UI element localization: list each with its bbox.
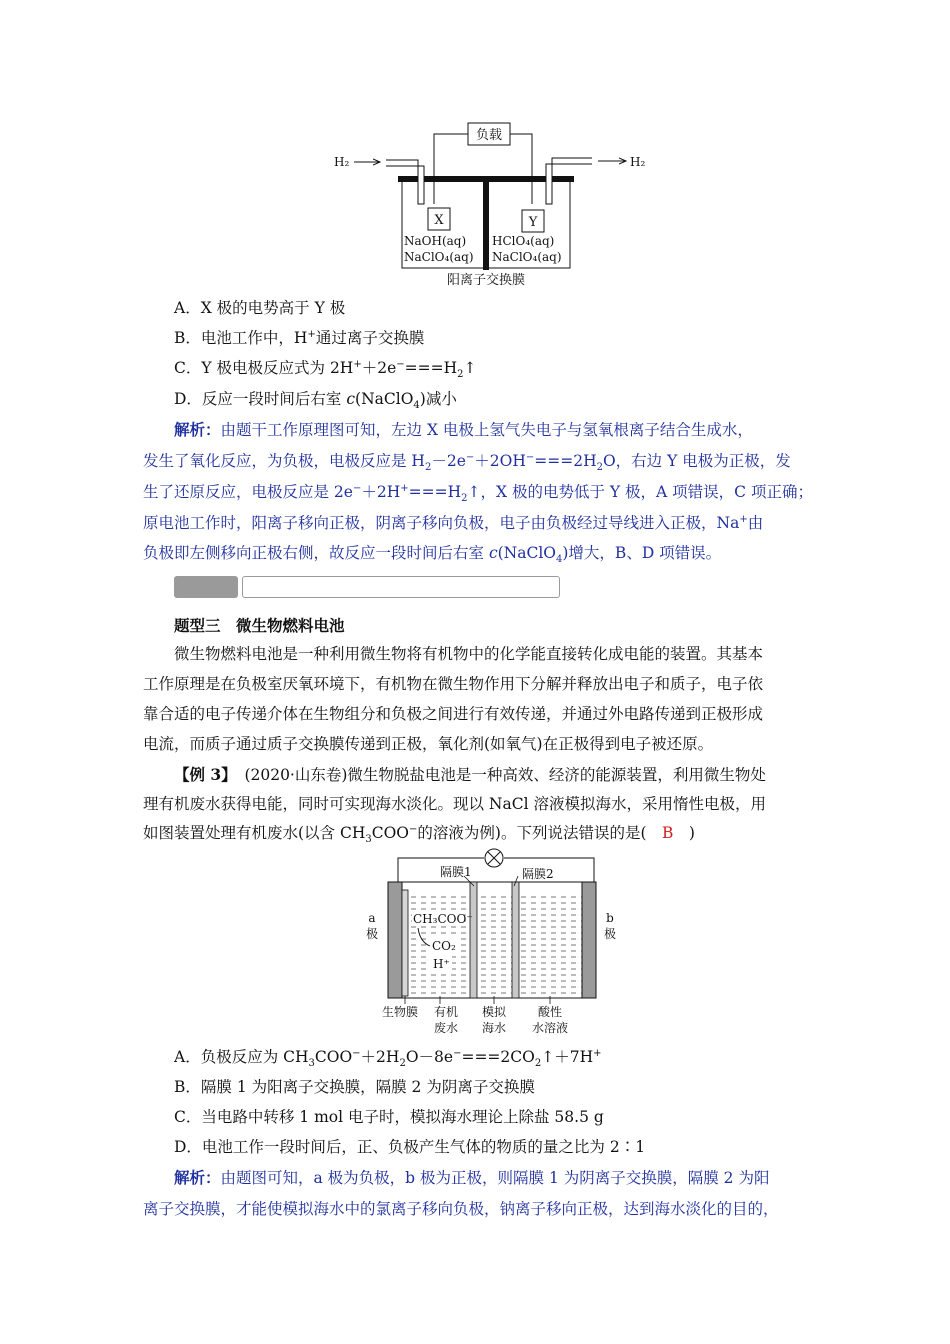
example-3-line-1	[174, 764, 766, 786]
b-pole-label-1: b	[606, 911, 614, 925]
text: C．Y 极电极反应式为 2H	[174, 359, 354, 377]
text: ↑，X 极的电势低于 Y 极，A 项错误，C 项正确；	[467, 483, 813, 501]
section-para-line-2: 工作原理是在负极室厌氧环境下，有机物在微生物作用下分解并释放出电子和质子，电子依	[143, 675, 764, 693]
section-para-line-3: 靠合适的电子传递介体在生物组分和负极之间进行有效传递，并通过外电路传递到正极形成	[143, 705, 764, 723]
example-3-line-3	[143, 822, 695, 844]
explanation-3-line-1	[174, 1167, 769, 1189]
answer-mark: B	[662, 824, 674, 842]
acid-label-2: 水溶液	[531, 1021, 569, 1035]
membrane	[483, 176, 489, 270]
load-label: 负载	[475, 128, 503, 143]
sup: −	[352, 482, 362, 494]
text: (NaClO	[497, 544, 556, 562]
text: COO	[314, 1048, 353, 1066]
right-solution-1: HClO₄(aq)	[492, 234, 555, 248]
left-solution-1: NaOH(aq)	[404, 234, 467, 248]
wire-left	[434, 134, 468, 204]
text: 通过离子交换膜	[315, 329, 425, 347]
text: ===H	[404, 359, 458, 377]
wire-right	[510, 134, 532, 204]
sub: 3	[308, 1058, 315, 1070]
sup: −	[352, 1047, 361, 1059]
text: ===H	[408, 483, 462, 501]
text: O，右边 Y 电极为正极，发	[602, 452, 791, 470]
h2-right-label: H₂	[630, 155, 646, 169]
a-pole-label-1: a	[368, 911, 376, 925]
explanation-label: 解析：	[174, 420, 221, 439]
text: ===2CO	[461, 1048, 535, 1066]
sup: −	[465, 451, 475, 463]
waste-label-2: 废水	[433, 1021, 459, 1035]
text: D．反应一段时间后右室	[174, 390, 347, 408]
explanation-1-line-1	[174, 419, 753, 441]
biofilm	[402, 890, 408, 996]
sub: 2	[534, 1058, 542, 1070]
sup: −	[409, 823, 418, 835]
q1-option-d	[174, 388, 457, 410]
q3-option-a	[174, 1046, 601, 1068]
section-para-line-4: 电流，而质子通过质子交换膜传递到正极，氧化剂(如氧气)在正极得到电子被还原。	[143, 735, 714, 753]
explanation-1-line-4	[143, 512, 763, 534]
desalination-cell-diagram	[360, 846, 630, 1038]
sub: 2	[424, 462, 432, 474]
text: )减小	[419, 390, 457, 408]
text: ===2H	[534, 452, 597, 470]
sub: 4	[556, 554, 563, 566]
sup: +	[593, 1047, 602, 1059]
electrode-a	[388, 882, 402, 998]
q3-option-d: D．电池工作一段时间后，正、负极产生气体的物质的量之比为 2∶1	[174, 1138, 646, 1156]
sub: 2	[457, 369, 464, 381]
sub: 3	[365, 834, 372, 846]
text: 由题干工作原理图可知，左边 X 电极上氢气失电子与氢氧根离子结合生成水，	[220, 421, 753, 439]
example-tag: 【例 3】	[174, 765, 229, 784]
italic: c	[346, 390, 356, 408]
q1-option-b	[174, 327, 424, 349]
membrane-caption: 阳离子交换膜	[446, 273, 526, 288]
fuel-cell-diagram	[330, 120, 660, 292]
explanation-3-line-2: 离子交换膜，才能使模拟海水中的氯离子移向负极，钠离子移向正极，达到海水淡化的目的，	[143, 1200, 779, 1218]
text: )增大，B、D 项错误。	[562, 544, 722, 562]
italic: c	[488, 544, 498, 562]
text: 原电池工作时，阳离子移向正极，阴离子移向负极，电子由负极经过导线进入正极，Na	[143, 514, 740, 532]
text: A．负极反应为 CH	[174, 1048, 309, 1066]
explanation-1-line-5	[143, 542, 721, 564]
text: COO	[371, 824, 410, 842]
text: (NaClO	[355, 390, 414, 408]
text: B．电池工作中，H	[174, 329, 308, 347]
q1-option-a-text: A．X 极的电势高于 Y 极	[174, 299, 346, 317]
sup: +	[400, 482, 409, 494]
text: 由题图可知，a 极为负极，b 极为正极，则隔膜 1 为阴离子交换膜，隔膜 2 为阳	[220, 1169, 770, 1187]
text: 负极即左侧移向正极右侧，故反应一段时间后右室	[143, 544, 489, 562]
sup: +	[739, 513, 748, 525]
text: ↑＋7H	[541, 1048, 594, 1066]
text: 的溶液为例)。下列说法错误的是(	[417, 824, 663, 842]
q1-option-a	[174, 297, 345, 319]
text: －2e	[431, 452, 466, 470]
membrane-2	[512, 882, 519, 998]
biofilm-label: 生物膜	[381, 1005, 419, 1019]
text: 生了还原反应，电极反应是 2e	[143, 483, 353, 501]
membrane-2-label: 隔膜2	[522, 867, 554, 881]
right-solution-2: NaClO₄(aq)	[492, 250, 562, 264]
explanation-label: 解析：	[174, 1168, 221, 1187]
electrode-b	[582, 882, 596, 998]
text: O－8e	[405, 1048, 454, 1066]
sea-label-1: 模拟	[481, 1005, 507, 1019]
sub: 2	[596, 462, 603, 474]
q1-option-c	[174, 357, 477, 379]
electrode-x-label: X	[434, 213, 444, 228]
explanation-1-line-3	[143, 481, 813, 503]
example-3-line-2: 理有机废水获得电能，同时可实现海水淡化。现以 NaCl 溶液模拟海水，采用惰性电极，用	[143, 795, 766, 813]
sup: −	[396, 358, 405, 370]
section-divider-box	[242, 576, 560, 598]
section-divider-tab	[174, 576, 238, 598]
text: )	[673, 824, 695, 842]
electrode-y-label: Y	[528, 215, 538, 230]
sup: −	[453, 1047, 462, 1059]
sub: 4	[413, 400, 420, 412]
left-solution-2: NaClO₄(aq)	[404, 250, 474, 264]
h2-left-label: H₂	[334, 155, 350, 169]
a-pole-label-2: 极	[365, 927, 379, 941]
acid-label-1: 酸性	[537, 1005, 563, 1019]
section-para-line-1: 微生物燃料电池是一种利用微生物将有机物中的化学能直接转化成电能的装置。其基本	[174, 645, 764, 663]
sub: 2	[399, 1058, 406, 1070]
text: (2020·山东卷)微生物脱盐电池是一种高效、经济的能源装置，利用微生物处	[228, 766, 766, 784]
q3-option-b: B．隔膜 1 为阳离子交换膜，隔膜 2 为阴离子交换膜	[174, 1078, 535, 1096]
waste-label-1: 有机	[433, 1005, 459, 1019]
text: 如图装置处理有机废水(以含 CH	[143, 824, 366, 842]
text: ＋2H	[361, 483, 401, 501]
text: 由	[747, 514, 764, 532]
text: ＋2H	[360, 1048, 400, 1066]
explanation-1-line-2	[143, 450, 791, 472]
hplus-label: H⁺	[433, 957, 450, 971]
sub: 2	[461, 493, 468, 505]
b-pole-label-2: 极	[603, 927, 617, 941]
sup: +	[353, 358, 362, 370]
q3-option-c: C．当电路中转移 1 mol 电子时，模拟海水理论上除盐 58.5 g	[174, 1108, 604, 1126]
text: ＋2e	[361, 359, 397, 377]
sup: +	[307, 328, 316, 340]
sea-label-2: 海水	[481, 1021, 507, 1035]
co2-label: CO₂	[432, 939, 456, 953]
sup: −	[525, 451, 535, 463]
ch3coo-label: CH₃COO⁻	[413, 912, 473, 926]
text: ↑	[463, 359, 477, 377]
section-divider	[174, 576, 560, 598]
text: 发生了氧化反应，为负极，电极反应是 H	[143, 452, 425, 470]
membrane-1-label: 隔膜1	[440, 865, 472, 879]
text: ＋2OH	[474, 452, 526, 470]
section-title: 题型三 微生物燃料电池	[174, 616, 345, 635]
membrane-1	[470, 882, 477, 998]
